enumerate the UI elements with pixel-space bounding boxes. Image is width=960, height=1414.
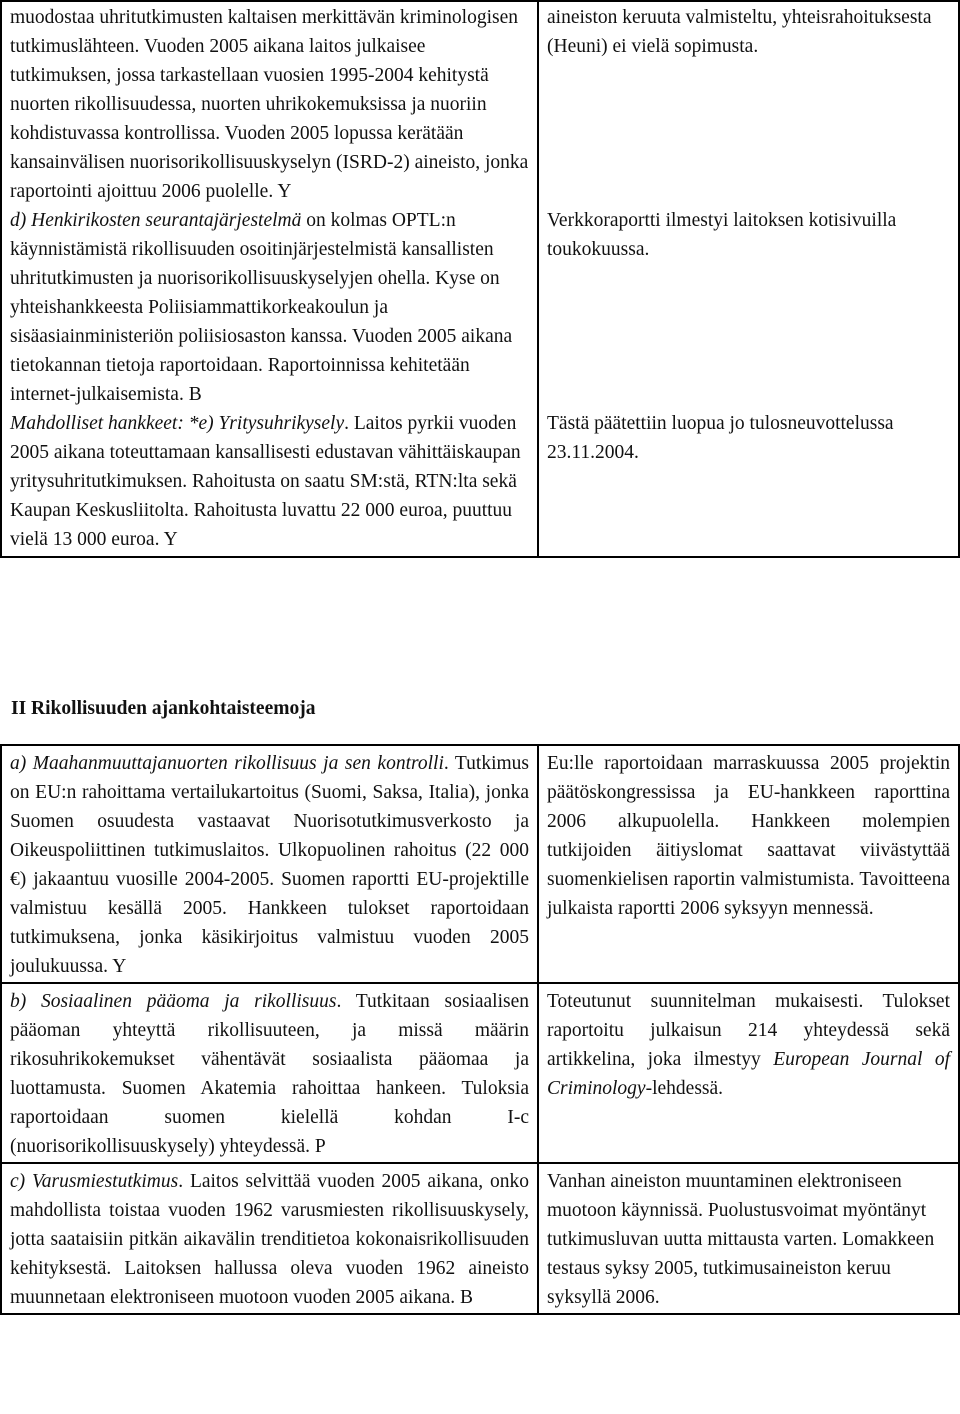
section-heading: II Rikollisuuden ajankohtaisteemoja [11,698,316,719]
paragraph-nuorisorikollisuus: muodostaa uhritutkimusten kaltaisen merkittävän kriminologisen tutkimuslähteen. Vuoden 2005 aikana laitos julkaisee tutkimuksen, jossa tarkastellaan vuosien 1995-2004 kehitystä nuorten rikollisuudessa, nuorten uhrikokemuksissa ja nuoriin kohdistuvassa kontrollissa. Vuoden 2005 lopussa kerätään kansainvälisen nuorisorikollisuuskyselyn (ISRD-2) aineisto, jonka raportointi ajoittuu 2006 puolelle. Y [10,7,529,202]
table-cell-right [538,983,959,1163]
paragraph-yritysuhrikysely: Mahdolliset hankkeet: *e) Yritysuhrikysely. Laitos pyrkii vuoden 2005 aikana toteuttamaan kansallisesti edustavan vähittäiskaupan yritysuhritutkimuksen. Rahoitusta on saatu SM:stä, RTN:lta sekä Kaupan Keskusliitolta. Rahoitusta luvattu 22 000 euroa, puuttuu vielä 13 000 euroa. Y [10,413,521,550]
table-row [1,983,959,1163]
status-note-isrd: aineiston keruuta valmisteltu, yhteisrahoituksesta (Heuni) ei vielä sopimusta. [547,7,932,57]
paragraph-varusmiestutkimus: c) Varusmiestutkimus. Laitos selvittää vuoden 2005 aikana, onko mahdollista toistaa vuoden 1962 varusmiesten rikollisuuskysely, jotta saataisiin pitkän aikavälin trenditietoa kokonaisrikollisuuden kehityksestä. Laitoksen hallussa oleva vuoden 1962 aineisto muunnetaan elektroniseen muotoon vuoden 2005 aikana. B [10,1171,529,1308]
table-row [1,1163,959,1314]
table-cell-right [538,1163,959,1314]
item-title: a) Maahanmuuttajanuorten rikollisuus ja sen kontrolli [10,753,444,774]
status-note-luovuttu: Tästä päätettiin luopua jo tulosneuvottelussa 23.11.2004. [547,413,894,463]
table-cell-left [1,1,538,557]
status-table-top [0,0,960,558]
item-title: b) Sosiaalinen pääoma ja rikollisuus [10,991,337,1012]
item-title: Mahdolliset hankkeet: *e) Yritysuhrikysely [10,413,345,434]
status-note: Toteutunut suunnitelman mukaisesti. Tulokset raportoitu julkaisun 214 yhteydessä sekä artikkelina, joka ilmestyy European Journal of Criminology-lehdessä. [547,991,950,1099]
table-row [1,745,959,983]
table-cell-right [538,745,959,983]
status-table-bottom [0,744,960,1315]
item-title: d) Henkirikosten seurantajärjestelmä [10,210,302,231]
status-note: Eu:lle raportoidaan marraskuussa 2005 projektin päätöskongressissa ja EU-hankkeen raporttina 2006 alkupuolella. Hankkeen molempien tutkijoiden äitiyslomat saattavat viivästyttää suomenkielisen raportin valmistumista. Tavoitteena julkaista raportti 2006 syksyyn mennessä. [547,753,950,919]
table-cell-left [1,745,538,983]
paragraph-henkirikokset: d) Henkirikosten seurantajärjestelmä on kolmas OPTL:n käynnistämistä rikollisuuden osoitinjärjestelmistä kansallisten uhritutkimusten ja nuorisorikollisuuskyselyjen ohella. Kyse on yhteishankkeesta Poliisiammattikorkeakoulun ja sisäasiainministeriön poliisiosaston kanssa. Vuoden 2005 aikana tietokannan tietoja raportoidaan. Raportoinnissa kehitetään internet-julkaisemista. B [10,210,513,405]
item-title: c) Varusmiestutkimus [10,1171,179,1192]
table-row [1,1,959,557]
journal-title: European Journal of Criminology [547,1049,950,1099]
status-note-verkkoraportti: Verkkoraportti ilmestyi laitoksen kotisivuilla toukokuussa. [547,210,897,260]
table-cell-left [1,983,538,1163]
paragraph-maahanmuuttajanuoret: a) Maahanmuuttajanuorten rikollisuus ja sen kontrolli. Tutkimus on EU:n rahoittama vertailukartoitus (Suomi, Saksa, Italia), jonka Suomen osuudesta vastaavat Nuorisotutkimusverkosto ja Oikeuspoliittinen tutkimuslaitos. Ulkopuolinen rahoitus (22 000 €) jakaantuu vuosille 2004-2005. Suomen raportti EU-projektille valmistuu kesällä 2005. Hankkeen tulokset raportoidaan tutkimuksena, jonka käsikirjoitus valmistuu vuoden 2005 joulukuussa. Y [10,753,530,977]
status-note: Vanhan aineiston muuntaminen elektroniseen muotoon käynnissä. Puolustusvoimat myöntänyt tutkimusluvan uutta mittausta varten. Lomakkeen testaus syksy 2005, tutkimusaineiston keruu syksyllä 2006. [547,1171,935,1308]
table-cell-left [1,1163,538,1314]
paragraph-sosiaalinen-paaoma: b) Sosiaalinen pääoma ja rikollisuus. Tutkitaan sosiaalisen pääoman yhteyttä rikollisuuteen, ja missä määrin rikosuhrikokemukset vähentävät sosiaalista pääomaa ja luottamusta. Suomen Akatemia rahoittaa hankeen. Tuloksia raportoidaan suomen kielellä kohdan I-c (nuorisorikollisuuskysely) yhteydessä. P [10,991,529,1157]
table-cell-right [538,1,959,557]
